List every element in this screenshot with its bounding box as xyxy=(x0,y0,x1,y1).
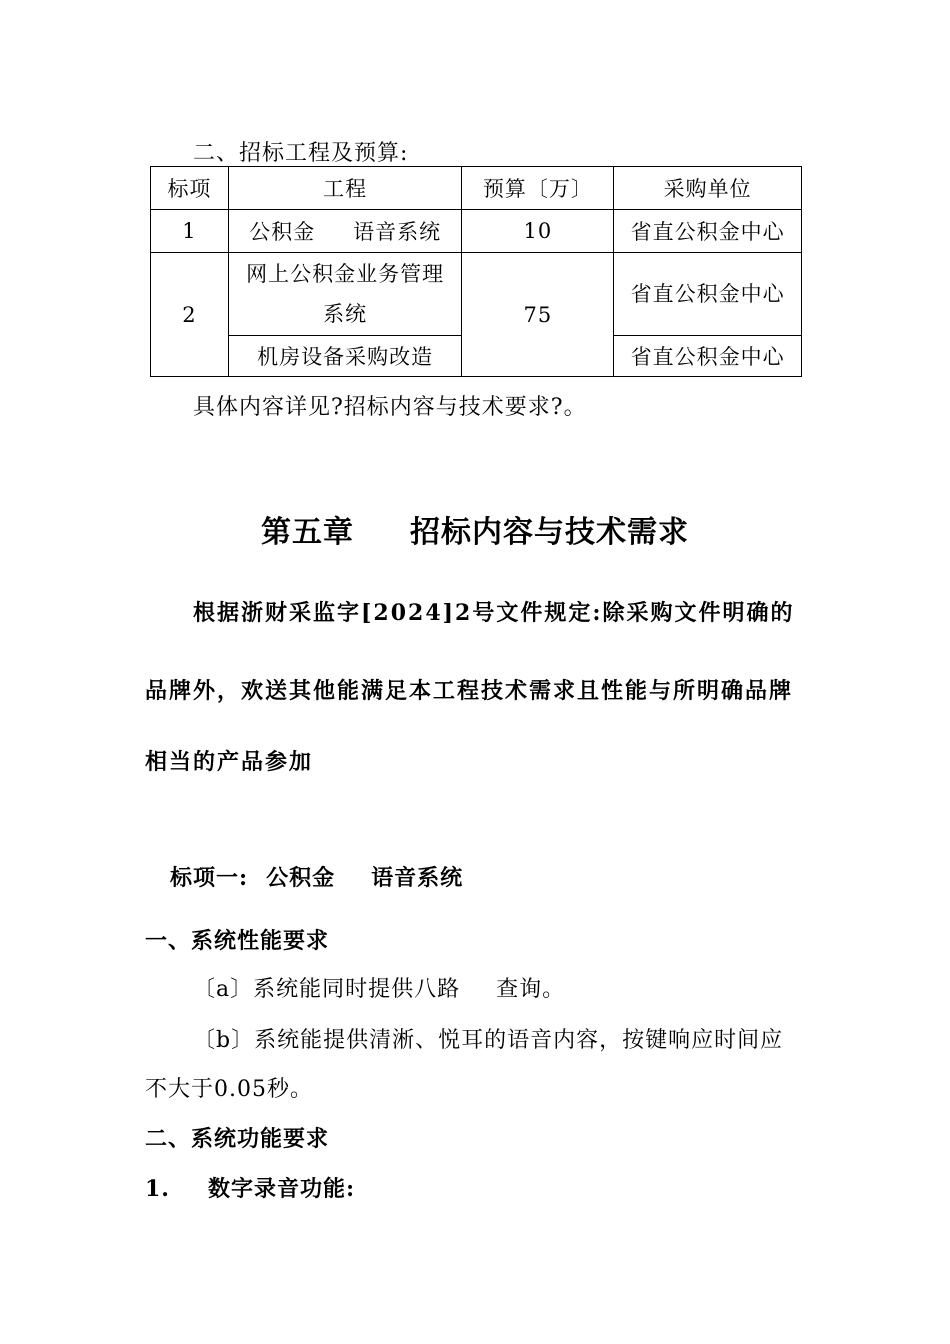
functions-heading: 二、系统功能要求 xyxy=(145,1126,330,1152)
cell-budget: 75 xyxy=(462,253,614,377)
cell-project xyxy=(228,210,462,253)
cell-unit: 省直公积金中心 xyxy=(614,336,802,377)
budget-table xyxy=(150,166,802,377)
item-number: 1. xyxy=(145,1176,170,1202)
item-a-suffix: 查询。 xyxy=(496,977,566,1002)
cell-item: 2 xyxy=(151,253,229,377)
intro-line-3: 相当的产品参加 xyxy=(145,749,314,775)
function-item-1 xyxy=(145,1172,355,1203)
performance-item-b-line-1: 〔b〕系统能提供清淅、悦耳的语音内容，按键响应时间应 xyxy=(193,1028,784,1053)
cell-budget: 10 xyxy=(462,210,614,253)
project-part-b: 语音系统 xyxy=(353,220,442,244)
chapter-name: 招标内容与技术需求 xyxy=(410,515,689,550)
details-note: 具体内容详见?招标内容与技术要求?。 xyxy=(193,395,587,420)
item-label: 数字录音功能: xyxy=(207,1176,356,1202)
header-item: 标项 xyxy=(151,167,229,210)
table-header-row xyxy=(151,167,802,210)
table-row xyxy=(151,253,802,336)
lot-name-b: 语音系统 xyxy=(371,865,464,891)
chapter-number: 第五章 xyxy=(261,515,354,550)
budget-section-heading: 二、招标工程及预算: xyxy=(193,141,409,166)
item-a-text: 〔a〕系统能同时提供八路 xyxy=(193,977,461,1002)
cell-unit: 省直公积金中心 xyxy=(614,210,802,253)
chapter-title xyxy=(0,507,950,551)
table-row xyxy=(151,210,802,253)
cell-project: 机房设备采购改造 xyxy=(228,336,462,377)
header-project: 工程 xyxy=(228,167,462,210)
performance-item-b-line-2: 不大于0.05秒。 xyxy=(145,1077,313,1102)
project-part-a: 公积金 xyxy=(249,220,316,244)
performance-heading: 一、系统性能要求 xyxy=(145,928,330,954)
cell-project: 网上公积金业务管理系统 xyxy=(228,253,462,336)
performance-item-a xyxy=(193,972,565,1003)
lot-label: 标项一: xyxy=(170,865,249,891)
cell-item: 1 xyxy=(151,210,229,253)
header-budget: 预算〔万〕 xyxy=(462,167,614,210)
cell-unit: 省直公积金中心 xyxy=(614,253,802,336)
header-unit: 采购单位 xyxy=(614,167,802,210)
lot-name-a: 公积金 xyxy=(266,865,336,891)
intro-line-1: 根据浙财采监字[2024]2号文件规定:除采购文件明确的 xyxy=(193,600,795,626)
lot-heading xyxy=(170,861,463,892)
intro-line-2: 品牌外，欢送其他能满足本工程技术需求且性能与所明确品牌 xyxy=(145,678,794,704)
